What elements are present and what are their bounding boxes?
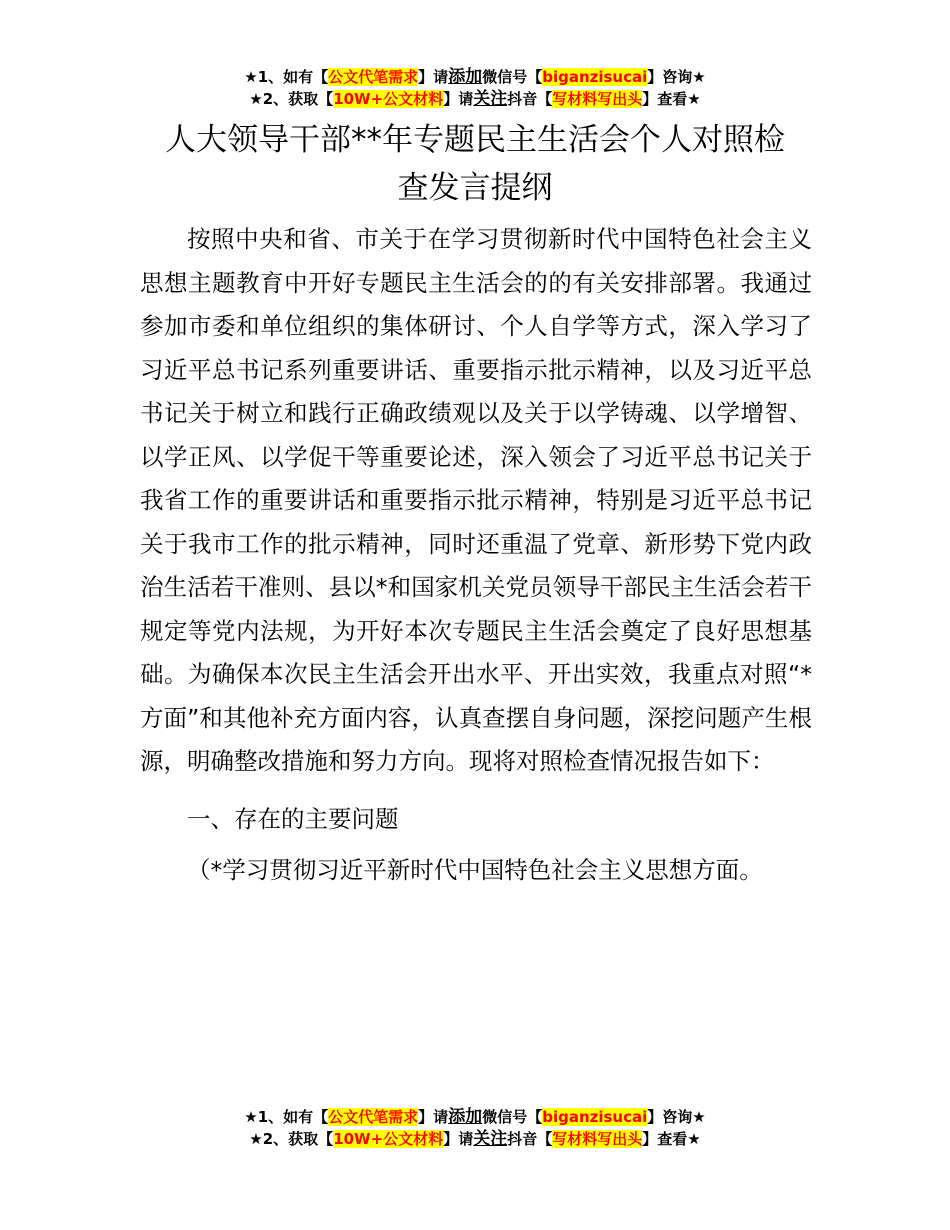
title-line: 人大领导干部**年专题民主生活会个人对照检 — [165, 122, 785, 158]
banner-text: 】请 — [443, 90, 474, 108]
banner-text: 抖音【 — [507, 90, 553, 108]
banner-text: 】请 — [443, 1130, 474, 1148]
banner-highlight: 公文代笔需求 — [328, 1108, 419, 1126]
banner-highlight: biganzisucai — [542, 68, 648, 86]
banner-text: ★1、如有【 — [244, 68, 329, 86]
document-title — [0, 116, 950, 212]
banner-text: 抖音【 — [507, 1130, 553, 1148]
banner-emphasis: 关注 — [473, 89, 508, 109]
banner-highlight: 10W+公文材料 — [333, 1130, 444, 1148]
banner-text: 微信号【 — [482, 1108, 543, 1126]
subsection-heading: （*学习贯彻习近平新时代中国特色社会主义思想方面。 — [187, 856, 763, 884]
banner-line-1 — [0, 1106, 950, 1128]
banner-line-2 — [0, 88, 950, 110]
header-banner — [0, 66, 950, 110]
footer-banner — [0, 1106, 950, 1150]
banner-emphasis: 添加 — [448, 1107, 483, 1127]
banner-line-2 — [0, 1128, 950, 1150]
banner-text: ★2、获取【 — [249, 90, 334, 108]
banner-text: ★2、获取【 — [249, 1130, 334, 1148]
banner-highlight: 写材料写出头 — [552, 1130, 643, 1148]
banner-highlight: 写材料写出头 — [552, 90, 643, 108]
banner-highlight: 公文代笔需求 — [328, 68, 419, 86]
document-body — [140, 218, 812, 893]
banner-text: 微信号【 — [482, 68, 543, 86]
banner-highlight: biganzisucai — [542, 1108, 648, 1126]
banner-text: 】咨询★ — [647, 1108, 706, 1126]
banner-highlight: 10W+公文材料 — [333, 90, 444, 108]
title-line: 查发言提纲 — [397, 170, 553, 206]
banner-text: 】查看★ — [642, 90, 701, 108]
banner-emphasis: 关注 — [473, 1129, 508, 1149]
intro-paragraph: 按照中央和省、市关于在学习贯彻新时代中国特色社会主义思想主题教育中开好专题民主生活会的的有关安排部署。我通过参加市委和单位组织的集体研讨、个人自学等方式，深入学习了习近平总书记系列重要讲话、重要指示批示精神，以及习近平总书记关于树立和践行正确政绩观以及关于以学铸魂、以学增智、以学正风、以学促干等重要论述，深入领会了习近平总书记关于我省工作的重要讲话和重要指示批示精神，特别是习近平总书记关于我市工作的批示精神，同时还重温了党章、新形势下党内政治生活若干准则、县以*和国家机关党员领导干部民主生活会若干规定等党内法规，为开好本次专题民主生活会奠定了良好思想基础。为确保本次民主生活会开出水平、开出实效，我重点对照“*方面”和其他补充方面内容，认真查摆自身问题，深挖问题产生根源，明确整改措施和努力方向。现将对照检查情况报告如下： — [140, 225, 812, 775]
section-heading: 一、存在的主要问题 — [187, 804, 399, 833]
banner-text: 】请 — [418, 68, 449, 86]
banner-emphasis: 添加 — [448, 67, 483, 87]
banner-text: 】查看★ — [642, 1130, 701, 1148]
banner-line-1 — [0, 66, 950, 88]
banner-text: 】请 — [418, 1108, 449, 1126]
banner-text: ★1、如有【 — [244, 1108, 329, 1126]
banner-text: 】咨询★ — [647, 68, 706, 86]
